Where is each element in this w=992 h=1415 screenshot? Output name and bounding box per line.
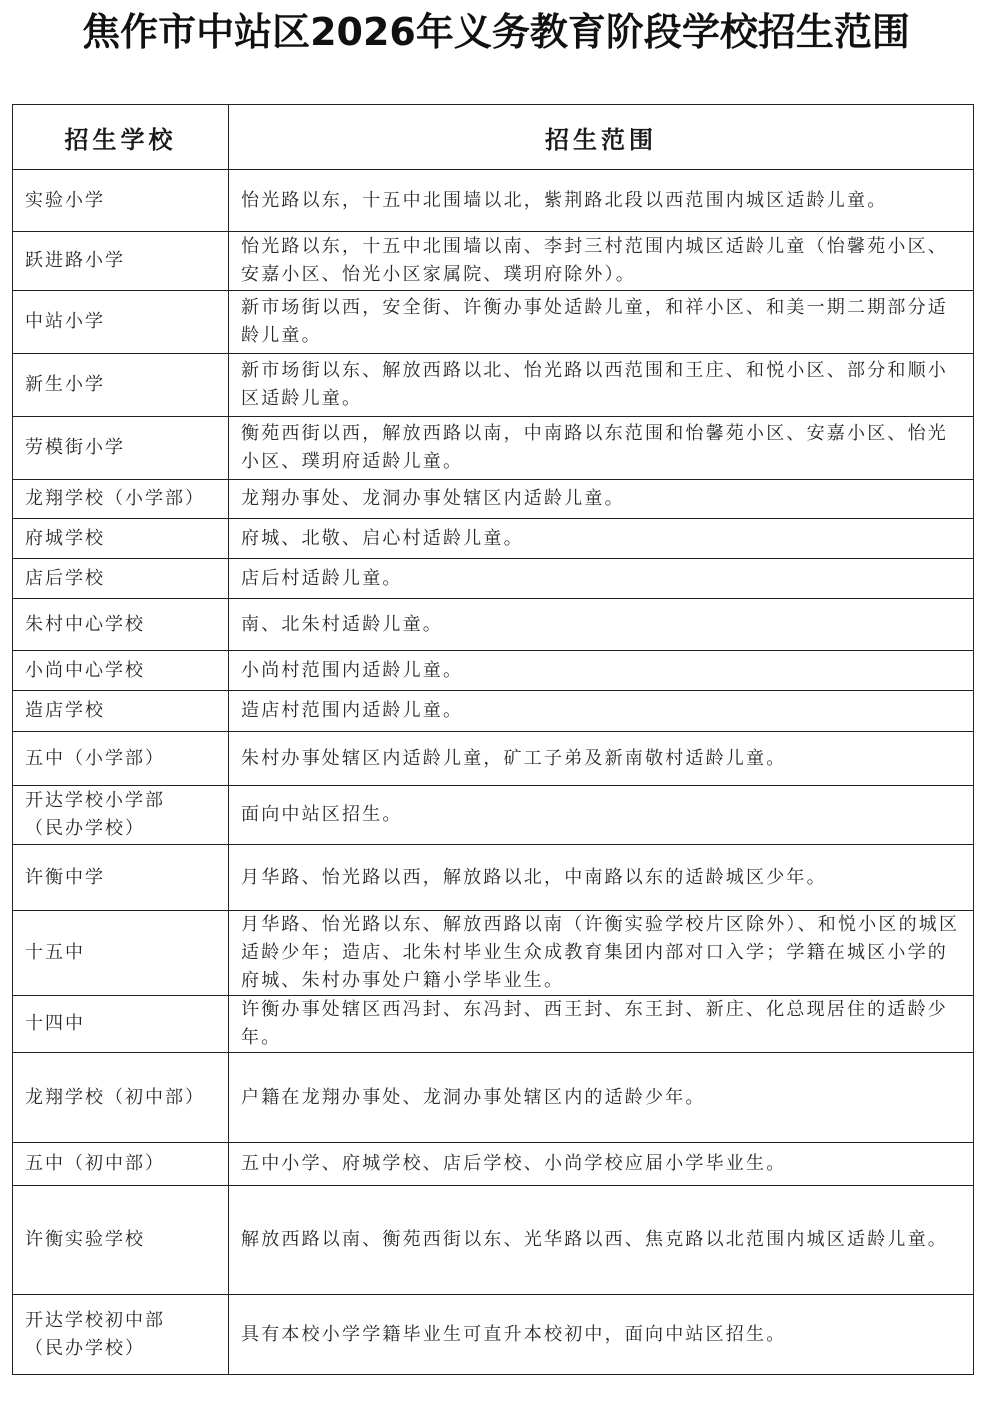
header-range: 招生范围: [229, 105, 974, 170]
table-row: [13, 519, 974, 559]
enrollment-range-cell: 解放西路以南、衡苑西街以东、光华路以西、焦克路以北范围内城区适龄儿童。: [229, 1186, 974, 1295]
enrollment-range-cell: 店后村适龄儿童。: [229, 559, 974, 599]
enrollment-range-cell: 府城、北敬、启心村适龄儿童。: [229, 519, 974, 559]
school-name-cell: 跃进路小学: [13, 232, 229, 291]
enrollment-range-cell: 小尚村范围内适龄儿童。: [229, 651, 974, 691]
school-name-cell: 小尚中心学校: [13, 651, 229, 691]
enrollment-range-cell: 新市场街以东、解放西路以北、怡光路以西范围和王庄、和悦小区、部分和顺小区适龄儿童。: [229, 354, 974, 417]
table-row: [13, 559, 974, 599]
school-name-cell: 十四中: [13, 996, 229, 1053]
enrollment-range-cell: 龙翔办事处、龙洞办事处辖区内适龄儿童。: [229, 480, 974, 519]
school-name-cell: 五中（小学部）: [13, 732, 229, 786]
table-row: [13, 291, 974, 354]
enrollment-range-cell: 五中小学、府城学校、店后学校、小尚学校应届小学毕业生。: [229, 1143, 974, 1186]
table-row: [13, 1053, 974, 1143]
table-body: [13, 170, 974, 1375]
enrollment-range-cell: 朱村办事处辖区内适龄儿童，矿工子弟及新南敬村适龄儿童。: [229, 732, 974, 786]
page-title: 焦作市中站区2026年义务教育阶段学校招生范围: [82, 10, 910, 54]
table-row: [13, 911, 974, 996]
enrollment-range-cell: 许衡办事处辖区西冯封、东冯封、西王封、东王封、新庄、化总现居住的适龄少年。: [229, 996, 974, 1053]
table-row: [13, 1186, 974, 1295]
table-row: [13, 232, 974, 291]
school-name-cell: 十五中: [13, 911, 229, 996]
enrollment-range-cell: 月华路、怡光路以东、解放西路以南（许衡实验学校片区除外）、和悦小区的城区适龄少年；造店、北朱村毕业生众成教育集团内部对口入学；学籍在城区小学的府城、朱村办事处户籍小学毕业生。: [229, 911, 974, 996]
table-row: [13, 786, 974, 845]
enrollment-range-cell: 衡苑西街以西，解放西路以南，中南路以东范围和怡馨苑小区、安嘉小区、怡光小区、璞玥府适龄儿童。: [229, 417, 974, 480]
table-row: [13, 996, 974, 1053]
enrollment-range-cell: 具有本校小学学籍毕业生可直升本校初中，面向中站区招生。: [229, 1295, 974, 1375]
school-name-line: 开达学校小学部: [25, 790, 165, 811]
enrollment-range-cell: 南、北朱村适龄儿童。: [229, 599, 974, 651]
table-row: [13, 1295, 974, 1375]
enrollment-range-cell: 造店村范围内适龄儿童。: [229, 691, 974, 732]
table-row: [13, 170, 974, 232]
school-name-cell: [13, 1295, 229, 1375]
school-name-cell: 中站小学: [13, 291, 229, 354]
school-type-note: （民办学校）: [25, 1337, 145, 1359]
enrollment-table-wrapper: [12, 104, 973, 1375]
school-name-cell: 朱村中心学校: [13, 599, 229, 651]
table-row: [13, 1143, 974, 1186]
school-name-line: 开达学校初中部: [25, 1309, 165, 1331]
school-name-cell: 龙翔学校（初中部）: [13, 1053, 229, 1143]
enrollment-range-cell: 户籍在龙翔办事处、龙洞办事处辖区内的适龄少年。: [229, 1053, 974, 1143]
table-row: [13, 732, 974, 786]
school-name-cell: 龙翔学校（小学部）: [13, 480, 229, 519]
school-name-cell: 实验小学: [13, 170, 229, 232]
table-row: [13, 480, 974, 519]
enrollment-range-cell: 月华路、怡光路以西，解放路以北，中南路以东的适龄城区少年。: [229, 845, 974, 911]
header-school: 招生学校: [13, 105, 229, 170]
enrollment-range-cell: 怡光路以东，十五中北围墙以南、李封三村范围内城区适龄儿童（怡馨苑小区、安嘉小区、怡光小区家属院、璞玥府除外）。: [229, 232, 974, 291]
school-name-cell: 新生小学: [13, 354, 229, 417]
table-row: [13, 845, 974, 911]
school-name-cell: 劳模街小学: [13, 417, 229, 480]
table-row: [13, 417, 974, 480]
enrollment-range-cell: 面向中站区招生。: [229, 786, 974, 845]
table-row: [13, 691, 974, 732]
table-row: [13, 651, 974, 691]
school-name-cell: 造店学校: [13, 691, 229, 732]
school-name-cell: 店后学校: [13, 559, 229, 599]
enrollment-range-cell: 新市场街以西，安全街、许衡办事处适龄儿童，和祥小区、和美一期二期部分适龄儿童。: [229, 291, 974, 354]
school-name-cell: [13, 786, 229, 845]
school-type-note: （民办学校）: [25, 818, 145, 839]
school-name-cell: 许衡实验学校: [13, 1186, 229, 1295]
table-row: [13, 354, 974, 417]
enrollment-table: [12, 104, 974, 1375]
school-name-cell: 府城学校: [13, 519, 229, 559]
enrollment-range-cell: 怡光路以东，十五中北围墙以北，紫荆路北段以西范围内城区适龄儿童。: [229, 170, 974, 232]
table-header-row: [13, 105, 974, 170]
school-name-cell: 五中（初中部）: [13, 1143, 229, 1186]
table-row: [13, 599, 974, 651]
school-name-cell: 许衡中学: [13, 845, 229, 911]
